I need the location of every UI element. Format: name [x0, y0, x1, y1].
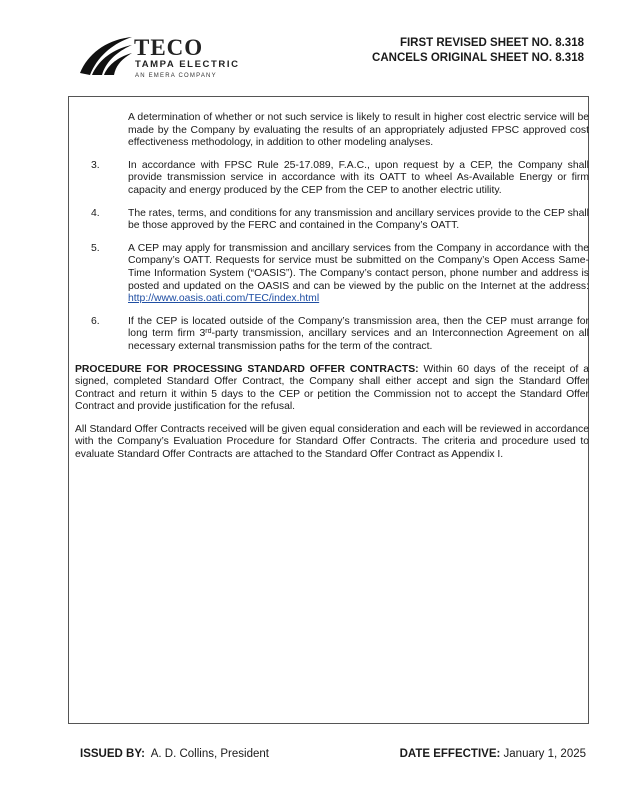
item-number: 3.: [91, 159, 100, 171]
teco-logo: [78, 33, 268, 85]
document-body: [75, 112, 589, 462]
item-number: 5.: [91, 242, 100, 254]
logo-name: TECO: [134, 35, 204, 60]
list-item-3: [75, 160, 589, 198]
item-text: The rates, terms, and conditions for any transmission and ancillary services provide to the CEP shall be those approved by the FERC and contained in the Company’s OATT.: [128, 207, 589, 232]
item-text: In accordance with FPSC Rule 25-17.089, F.A.C., upon request by a CEP, the Company shall provide transmission service in accordance with its OATT to wheel As-Available Energy or firm capacity and energy produced by the CEP from the CEP to another electric utility.: [128, 159, 589, 196]
issued-by-label: ISSUED BY:: [80, 748, 145, 760]
oasis-link[interactable]: http://www.oasis.oati.com/TEC/index.html: [128, 293, 320, 305]
list-item-4: [75, 208, 589, 233]
procedure-heading: PROCEDURE FOR PROCESSING STANDARD OFFER CONTRACTS:: [75, 363, 419, 375]
procedure-paragraph: [75, 364, 589, 414]
ordinal-suffix: rd: [205, 328, 212, 336]
date-effective: [400, 748, 586, 760]
list-item-5: [75, 243, 589, 306]
list-item-6: [75, 316, 589, 354]
issued-by-value: A. D. Collins, President: [144, 748, 269, 760]
date-effective-label: DATE EFFECTIVE:: [399, 748, 501, 760]
teco-swoosh-icon: [78, 33, 134, 79]
item-text: A CEP may apply for transmission and ancillary services from the Company in accordance with the Company’s OATT. Requests for service must be submitted on the Company’s Open Access Same-Time Information System (“OASIS”). The Company’s contact person, phone number and address is posted and updated on the OASIS and can be viewed by the public on the Internet at the address:: [128, 242, 589, 292]
item-text-continued: -party transmission, ancillary services and an Interconnection Agreement on all necessary external transmission paths for the term of the contract.: [128, 328, 589, 352]
cancels-sheet-number: CANCELS ORIGINAL SHEET NO. 8.318: [372, 52, 584, 64]
closing-paragraph: All Standard Offer Contracts received will be given equal consideration and each will be reviewed in accordance with the Company’s Evaluation Procedure for Standard Offer Contracts. The criteria and procedure used to evaluate Standard Offer Contracts are attached to the Standard Offer Contract as Appendix I.: [75, 423, 589, 461]
logo-subtitle: TAMPA ELECTRIC: [135, 59, 240, 70]
item-text: If the CEP is located outside of the Company’s transmission area, then the CEP must arrange for long term firm 3: [128, 315, 589, 340]
sheet-header: [372, 36, 584, 66]
intro-paragraph: A determination of whether or not such service is likely to result in higher cost electric service will be made by the Company by evaluating the results of an appropriately adjusted FPSC approved cost effectiveness methodology, in addition to other modeling analyses.: [128, 112, 589, 149]
logo-tagline: AN EMERA COMPANY: [135, 73, 217, 79]
item-number: 6.: [91, 315, 100, 327]
date-effective-value: January 1, 2025: [500, 748, 586, 760]
procedure-text: Within 60 days of the receipt of a signed, completed Standard Offer Contract, the Company shall either accept and sign the Standard Offer Contract and return it within 5 days to the CEP or petition the Commission not to accept the Standard Offer Contract and provide justification for the refusal.: [75, 363, 589, 413]
issued-by: [80, 748, 269, 760]
sheet-number: FIRST REVISED SHEET NO. 8.318: [399, 37, 584, 49]
item-number: 4.: [91, 207, 100, 219]
